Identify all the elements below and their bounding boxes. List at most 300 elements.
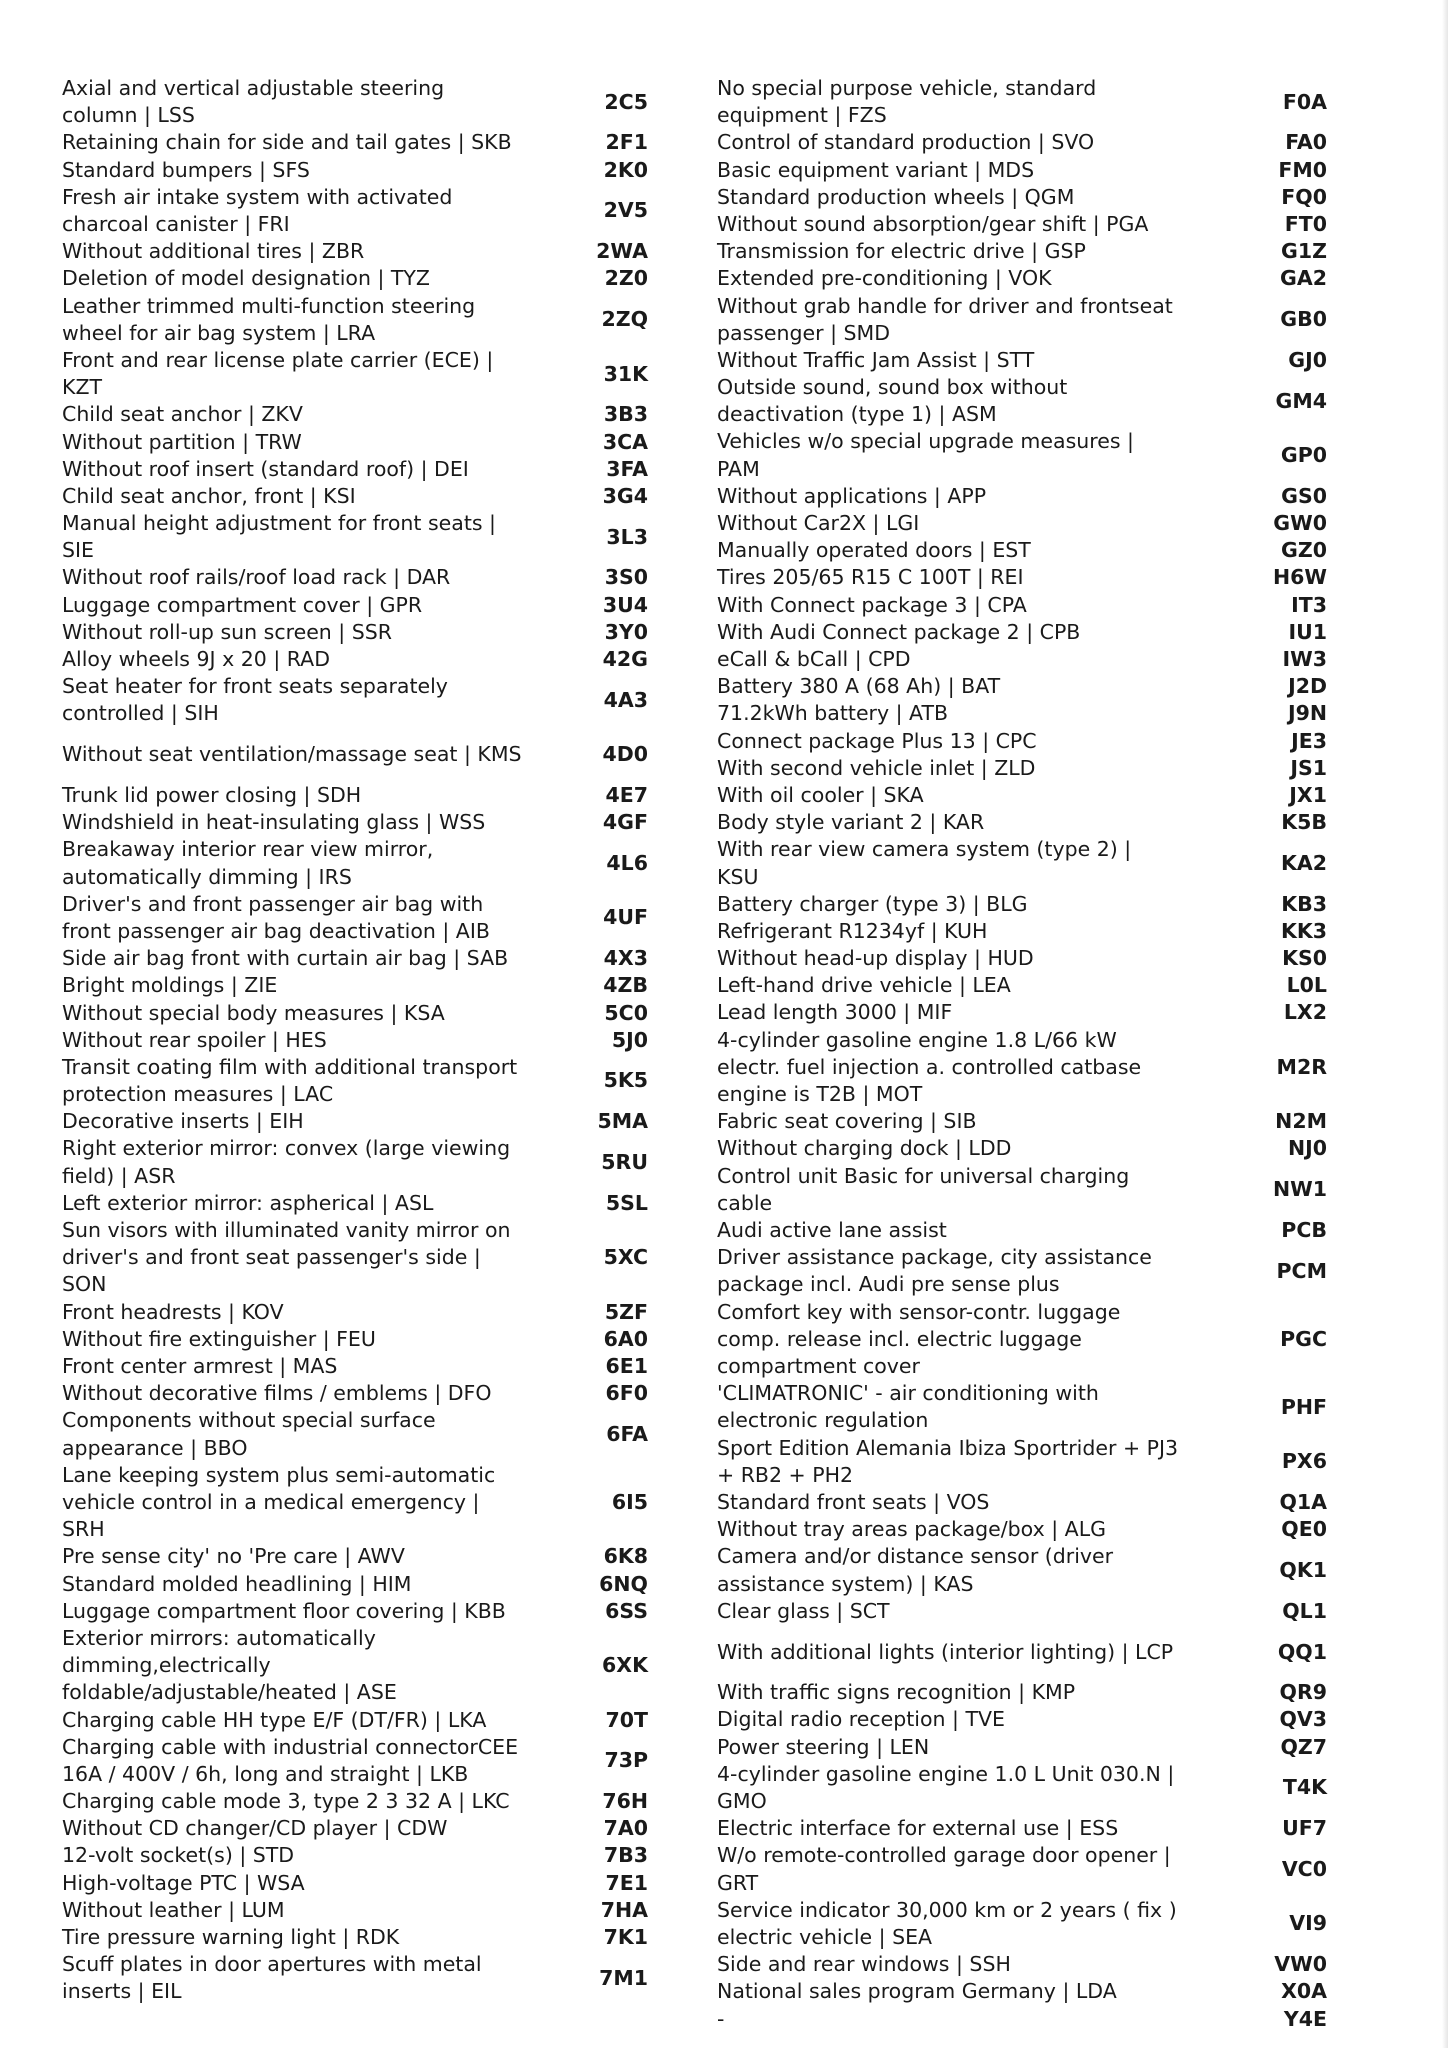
- option-description: Vehicles w/o special upgrade measures | PAM: [717, 429, 1134, 481]
- option-code: FM0: [1278, 157, 1327, 182]
- option-description: Fresh air intake system with activated charcoal canister | FRI: [62, 184, 453, 236]
- option-code: 5MA: [597, 1109, 648, 1134]
- right-option-row: [717, 945, 1347, 972]
- left-option-row: [62, 75, 692, 129]
- right-option-row: [717, 1299, 1347, 1381]
- option-code: H6W: [1272, 565, 1327, 590]
- option-description: Luggage compartment cover | GPR: [62, 592, 423, 617]
- left-option-row: [62, 1625, 692, 1707]
- option-code: X0A: [1281, 1979, 1327, 2004]
- right-option-row: [717, 755, 1347, 782]
- option-code: GJ0: [1288, 347, 1327, 372]
- left-option-row: [62, 646, 692, 673]
- option-code: 4ZB: [603, 973, 648, 998]
- option-description: With traffic signs recognition | KMP: [717, 1680, 1076, 1705]
- option-description: Right exterior mirror: convex (large viewing field) | ASR: [62, 1136, 511, 1188]
- right-option-row: [717, 891, 1347, 918]
- option-description: Axial and vertical adjustable steering column | LSS: [62, 76, 445, 128]
- option-code: NJ0: [1287, 1136, 1327, 1161]
- option-code: 6XK: [602, 1653, 648, 1678]
- option-code: GP0: [1280, 443, 1327, 468]
- right-option-row: [717, 537, 1347, 564]
- option-description: Child seat anchor, front | KSI: [62, 483, 356, 508]
- right-option-row: [717, 1734, 1347, 1761]
- option-code: 7E1: [605, 1870, 648, 1895]
- option-description: Seat heater for front seats separately controlled | SIH: [62, 674, 448, 726]
- option-description: Left-hand drive vehicle | LEA: [717, 973, 1011, 998]
- option-code: 6E1: [605, 1354, 648, 1379]
- option-code: 5RU: [601, 1150, 648, 1175]
- option-code: N2M: [1275, 1109, 1327, 1134]
- option-description: Side and rear windows | SSH: [717, 1952, 1011, 1977]
- option-description: Battery charger (type 3) | BLG: [717, 891, 1028, 916]
- right-option-row: [717, 1027, 1347, 1109]
- right-option-row: [717, 1380, 1347, 1434]
- option-code: 6NQ: [599, 1571, 648, 1596]
- option-code: PX6: [1281, 1449, 1327, 1474]
- option-description: Pre sense city' no 'Pre care | AWV: [62, 1544, 405, 1569]
- left-option-row: [62, 673, 692, 727]
- option-description: Electric interface for external use | ESS: [717, 1816, 1119, 1841]
- right-option-row: [717, 673, 1347, 700]
- option-description: Without additional tires | ZBR: [62, 239, 365, 264]
- option-code: KK3: [1280, 918, 1327, 943]
- option-description: 4-cylinder gasoline engine 1.0 L Unit 030.N | GMO: [717, 1761, 1175, 1814]
- option-code: FQ0: [1281, 184, 1327, 209]
- right-option-row: [717, 700, 1347, 727]
- left-option-row: [62, 1788, 692, 1815]
- right-option-row: [717, 428, 1347, 482]
- option-description: Without partition | TRW: [62, 429, 302, 454]
- left-option-row: [62, 483, 692, 510]
- left-option-row: [62, 564, 692, 591]
- option-description: Without tray areas package/box | ALG: [717, 1517, 1106, 1542]
- option-code: 6FA: [606, 1421, 648, 1446]
- right-option-row: [717, 1815, 1347, 1842]
- option-code: 6F0: [605, 1381, 648, 1406]
- option-description: -: [717, 2006, 725, 2031]
- left-option-row: [62, 1897, 692, 1924]
- left-option-row: [62, 972, 692, 999]
- right-column: [717, 75, 1347, 2033]
- right-option-row: [717, 211, 1347, 238]
- right-option-row: [717, 1135, 1347, 1162]
- left-option-row: [62, 401, 692, 428]
- option-description: With Audi Connect package 2 | CPB: [717, 619, 1081, 644]
- right-option-row: [717, 374, 1347, 428]
- option-description: Child seat anchor | ZKV: [62, 402, 303, 427]
- option-description: Front center armrest | MAS: [62, 1354, 338, 1379]
- option-description: Transmission for electric drive | GSP: [717, 239, 1086, 264]
- option-code: 5SL: [605, 1190, 648, 1215]
- option-code: QE0: [1281, 1517, 1327, 1542]
- option-description: Side air bag front with curtain air bag | SAB: [62, 946, 509, 971]
- option-description: Charging cable HH type E/F (DT/FR) | LKA: [62, 1707, 487, 1732]
- right-option-row: [717, 1516, 1347, 1543]
- right-option-row: [717, 999, 1347, 1026]
- option-description: Left exterior mirror: aspherical | ASL: [62, 1190, 434, 1215]
- right-option-row: [717, 782, 1347, 809]
- option-description: Without charging dock | LDD: [717, 1136, 1012, 1161]
- option-description: With oil cooler | SKA: [717, 782, 924, 807]
- option-code: L0L: [1286, 973, 1327, 998]
- right-option-row: [717, 646, 1347, 673]
- option-description: Tire pressure warning light | RDK: [62, 1925, 400, 1950]
- right-option-row: [717, 1108, 1347, 1135]
- left-option-row: [62, 1353, 692, 1380]
- option-description: Driver's and front passenger air bag with front passenger air bag deactivation | AIB: [62, 891, 490, 943]
- option-description: Without seat ventilation/massage seat | KMS: [62, 742, 522, 767]
- option-code: 7A0: [603, 1816, 648, 1841]
- option-code: LX2: [1283, 1000, 1327, 1025]
- option-description: With additional lights (interior lighting) | LCP: [717, 1639, 1174, 1664]
- option-description: eCall & bCall | CPD: [717, 647, 911, 671]
- right-option-row: [717, 510, 1347, 537]
- option-description: Without Car2X | LGI: [717, 511, 920, 536]
- left-option-row: [62, 782, 692, 809]
- left-option-row: [62, 1108, 692, 1135]
- option-description: Camera and/or distance sensor (driver assistance system) | KAS: [717, 1544, 1114, 1596]
- option-code: QV3: [1279, 1707, 1327, 1732]
- left-option-row: [62, 1380, 692, 1407]
- option-description: Charging cable mode 3, type 2 3 32 A | LKC: [62, 1789, 510, 1814]
- option-description: Driver assistance package, city assistance package incl. Audi pre sense plus: [717, 1245, 1152, 1297]
- option-description: High-voltage PTC | WSA: [62, 1870, 305, 1895]
- option-code: PCM: [1276, 1258, 1327, 1283]
- left-option-row: [62, 1299, 692, 1326]
- left-option-row: [62, 184, 692, 238]
- option-code: 7HA: [600, 1897, 648, 1922]
- option-code: 76H: [602, 1789, 648, 1814]
- left-column: [62, 75, 692, 2006]
- right-option-row: [717, 918, 1347, 945]
- option-code: 7M1: [599, 1965, 648, 1990]
- option-code: J2D: [1288, 674, 1327, 699]
- option-description: Basic equipment variant | MDS: [717, 157, 1035, 182]
- option-description: Without special body measures | KSA: [62, 1000, 445, 1025]
- option-description: Clear glass | SCT: [717, 1598, 890, 1623]
- option-description: Breakaway interior rear view mirror, automatically dimming | IRS: [62, 837, 434, 889]
- option-description: Standard molded headlining | HIM: [62, 1571, 412, 1596]
- option-description: Extended pre-conditioning | VOK: [717, 266, 1052, 291]
- right-option-row: [717, 836, 1347, 890]
- option-description: Without roof insert (standard roof) | DEI: [62, 456, 469, 481]
- left-option-row: [62, 619, 692, 646]
- option-code: QK1: [1279, 1557, 1327, 1582]
- option-description: Windshield in heat-insulating glass | WSS: [62, 810, 486, 835]
- right-option-row: [717, 1679, 1347, 1706]
- right-option-row: [717, 1543, 1347, 1597]
- option-code: 73P: [604, 1748, 648, 1773]
- option-description: Control unit Basic for universal charging cable: [717, 1163, 1130, 1215]
- option-code: 4L6: [606, 850, 648, 875]
- left-option-row: [62, 1407, 692, 1461]
- option-code: 6I5: [611, 1489, 648, 1514]
- option-description: 4-cylinder gasoline engine 1.8 L/66 kW electr. fuel injection a. controlled catbase engine is T2B | MOT: [717, 1027, 1142, 1107]
- option-code: 4A3: [603, 687, 648, 712]
- option-description: W/o remote-controlled garage door opener | GRT: [717, 1843, 1171, 1895]
- option-description: Digital radio reception | TVE: [717, 1707, 1005, 1732]
- option-code: 5K5: [603, 1068, 648, 1093]
- option-description: Front and rear license plate carrier (ECE) | KZT: [62, 347, 494, 400]
- left-option-row: [62, 1027, 692, 1054]
- option-code: 7B3: [603, 1843, 648, 1868]
- option-code: KA2: [1280, 850, 1327, 875]
- option-description: Control of standard production | SVO: [717, 130, 1095, 155]
- right-option-row: [717, 1951, 1347, 1978]
- left-option-row: [62, 1000, 692, 1027]
- option-code: GS0: [1281, 483, 1327, 508]
- option-code: 4UF: [603, 905, 648, 930]
- option-description: Front headrests | KOV: [62, 1299, 284, 1324]
- option-code: 42G: [602, 647, 648, 672]
- option-code: 4X3: [603, 946, 648, 971]
- option-description: Alloy wheels 9J x 20 | RAD: [62, 647, 330, 672]
- option-code: T4K: [1282, 1775, 1327, 1800]
- option-description: Fabric seat covering | SIB: [717, 1109, 977, 1134]
- option-description: Lead length 3000 | MIF: [717, 1000, 953, 1025]
- option-description: Retaining chain for side and tail gates | SKB: [62, 130, 512, 155]
- left-option-row: [62, 1217, 692, 1299]
- left-option-row: [62, 238, 692, 265]
- right-option-row: [717, 1163, 1347, 1217]
- option-description: Sun visors with illuminated vanity mirror on driver's and front seat passenger's side | SON: [62, 1218, 511, 1297]
- option-code: JX1: [1289, 782, 1327, 807]
- option-code: GW0: [1273, 511, 1327, 536]
- left-option-row: [62, 1924, 692, 1951]
- option-code: G1Z: [1281, 239, 1327, 264]
- option-code: 5XC: [603, 1245, 648, 1270]
- left-option-row: [62, 1462, 692, 1544]
- option-description: 'CLIMATRONIC' - air conditioning with electronic regulation: [717, 1381, 1099, 1433]
- left-option-row: [62, 728, 692, 782]
- right-option-row: [717, 157, 1347, 184]
- option-code: 3Y0: [604, 619, 648, 644]
- option-description: Body style variant 2 | KAR: [717, 810, 985, 835]
- left-option-row: [62, 1951, 692, 2005]
- option-code: 7K1: [603, 1925, 648, 1950]
- left-option-row: [62, 157, 692, 184]
- right-option-row: [717, 1217, 1347, 1244]
- option-description: Scuff plates in door apertures with metal inserts | EIL: [62, 1952, 482, 2004]
- option-code: 6A0: [603, 1326, 648, 1351]
- option-description: Service indicator 30,000 km or 2 years ( fix ) electric vehicle | SEA: [717, 1897, 1177, 1950]
- left-option-row: [62, 891, 692, 945]
- option-code: 2F1: [605, 130, 648, 155]
- option-code: GB0: [1280, 307, 1327, 332]
- right-option-row: [717, 293, 1347, 347]
- option-code: J9N: [1287, 701, 1327, 726]
- option-code: 2Z0: [604, 266, 648, 291]
- option-code: GA2: [1280, 266, 1327, 291]
- left-option-row: [62, 510, 692, 564]
- option-description: Refrigerant R1234yf | KUH: [717, 918, 988, 943]
- option-code: QR9: [1279, 1680, 1327, 1705]
- left-option-row: [62, 836, 692, 890]
- left-option-row: [62, 1190, 692, 1217]
- option-description: National sales program Germany | LDA: [717, 1979, 1117, 2004]
- option-description: Bright moldings | ZIE: [62, 973, 278, 998]
- option-description: Charging cable with industrial connectorCEE 16A / 400V / 6h, long and straight | LKB: [62, 1734, 519, 1786]
- option-description: Trunk lid power closing | SDH: [62, 782, 362, 807]
- option-code: GM4: [1275, 388, 1327, 413]
- option-description: Audi active lane assist: [717, 1218, 947, 1242]
- right-option-row: [717, 1435, 1347, 1489]
- option-code: 2C5: [604, 89, 648, 114]
- option-code: VC0: [1281, 1857, 1327, 1882]
- option-description: Without Traffic Jam Assist | STT: [717, 347, 1035, 372]
- option-code: JE3: [1291, 728, 1327, 753]
- option-description: Power steering | LEN: [717, 1734, 930, 1759]
- left-option-row: [62, 1571, 692, 1598]
- option-code: 70T: [605, 1707, 648, 1732]
- option-description: Standard front seats | VOS: [717, 1489, 990, 1514]
- option-description: Without roll-up sun screen | SSR: [62, 619, 393, 644]
- right-option-row: [717, 809, 1347, 836]
- option-code: 4GF: [602, 810, 648, 835]
- option-description: Outside sound, sound box without deactivation (type 1) | ASM: [717, 375, 1068, 427]
- right-option-row: [717, 564, 1347, 591]
- right-option-row: [717, 2006, 1347, 2033]
- left-option-row: [62, 1054, 692, 1108]
- option-description: 71.2kWh battery | ATB: [717, 701, 949, 726]
- option-code: Y4E: [1283, 2006, 1327, 2031]
- option-description: Without rear spoiler | HES: [62, 1027, 327, 1052]
- option-description: Without head-up display | HUD: [717, 946, 1034, 971]
- option-code: 5ZF: [604, 1299, 648, 1324]
- option-description: Tires 205/65 R15 C 100T | REI: [717, 565, 1024, 590]
- option-description: Standard production wheels | QGM: [717, 184, 1075, 209]
- right-option-row: [717, 1244, 1347, 1298]
- right-option-row: [717, 1706, 1347, 1733]
- left-option-row: [62, 293, 692, 347]
- option-code: 2K0: [603, 157, 648, 182]
- right-option-row: [717, 347, 1347, 374]
- right-option-row: [717, 265, 1347, 292]
- option-code: 3U4: [602, 592, 648, 617]
- option-code: PGC: [1280, 1326, 1327, 1351]
- right-option-row: [717, 238, 1347, 265]
- option-description: Sport Edition Alemania Ibiza Sportrider + PJ3 + RB2 + PH2: [717, 1435, 1179, 1487]
- option-code: FA0: [1285, 130, 1327, 155]
- right-option-row: [717, 1897, 1347, 1951]
- option-description: Comfort key with sensor-contr. luggage comp. release incl. electric luggage compartment cover: [717, 1299, 1121, 1378]
- option-description: Without applications | APP: [717, 483, 987, 508]
- left-option-row: [62, 1598, 692, 1625]
- option-code: IW3: [1282, 647, 1327, 671]
- option-code: M2R: [1276, 1054, 1327, 1079]
- option-code: 3S0: [604, 565, 648, 590]
- left-option-row: [62, 592, 692, 619]
- option-code: PCB: [1281, 1218, 1327, 1242]
- right-option-row: [717, 1598, 1347, 1625]
- option-description: Luggage compartment floor covering | KBB: [62, 1598, 506, 1623]
- option-description: Without CD changer/CD player | CDW: [62, 1816, 448, 1841]
- option-description: Without roof rails/roof load rack | DAR: [62, 565, 451, 590]
- option-description: Standard bumpers | SFS: [62, 157, 310, 182]
- option-code: 3CA: [602, 429, 648, 454]
- left-option-row: [62, 1707, 692, 1734]
- option-code: 3B3: [603, 402, 648, 427]
- option-description: Leather trimmed multi-function steering wheel for air bag system | LRA: [62, 293, 476, 345]
- option-code: 3G4: [602, 483, 648, 508]
- option-code: GZ0: [1281, 538, 1327, 563]
- option-code: UF7: [1282, 1816, 1327, 1841]
- option-code: Q1A: [1279, 1489, 1327, 1514]
- option-code: 2WA: [596, 239, 648, 264]
- left-option-row: [62, 809, 692, 836]
- option-description: Connect package Plus 13 | CPC: [717, 728, 1037, 753]
- option-code: K5B: [1281, 810, 1327, 835]
- option-code: KB3: [1281, 891, 1327, 916]
- left-option-row: [62, 1734, 692, 1788]
- option-code: 5J0: [611, 1027, 648, 1052]
- option-code: JS1: [1290, 755, 1327, 780]
- right-option-row: [717, 129, 1347, 156]
- left-option-row: [62, 1543, 692, 1570]
- left-option-row: [62, 265, 692, 292]
- right-option-row: [717, 972, 1347, 999]
- right-option-row: [717, 619, 1347, 646]
- option-code: 4D0: [602, 742, 648, 767]
- option-code: 5C0: [604, 1000, 648, 1025]
- option-code: IU1: [1288, 619, 1327, 644]
- option-description: Decorative inserts | EIH: [62, 1109, 304, 1134]
- option-code: KS0: [1282, 946, 1327, 971]
- option-code: PHF: [1280, 1394, 1327, 1419]
- option-code: 31K: [603, 361, 648, 386]
- right-option-row: [717, 1489, 1347, 1516]
- option-description: Lane keeping system plus semi-automatic vehicle control in a medical emergency | SRH: [62, 1462, 496, 1542]
- option-code: IT3: [1291, 592, 1327, 617]
- option-description: Without grab handle for driver and frontseat passenger | SMD: [717, 293, 1173, 345]
- right-option-row: [717, 1842, 1347, 1896]
- option-code: VW0: [1274, 1952, 1327, 1977]
- option-description: Without sound absorption/gear shift | PGA: [717, 211, 1149, 236]
- option-description: Manual height adjustment for front seats | SIE: [62, 511, 496, 563]
- option-description: No special purpose vehicle, standard equipment | FZS: [717, 76, 1097, 128]
- option-description: Transit coating film with additional transport protection measures | LAC: [62, 1054, 518, 1107]
- option-code: FT0: [1284, 211, 1327, 236]
- option-description: Without decorative films / emblems | DFO: [62, 1381, 492, 1406]
- right-option-row: [717, 483, 1347, 510]
- option-description: Battery 380 A (68 Ah) | BAT: [717, 674, 1001, 699]
- option-code: F0A: [1282, 89, 1327, 114]
- left-option-row: [62, 1326, 692, 1353]
- left-option-row: [62, 429, 692, 456]
- option-description: Deletion of model designation | TYZ: [62, 266, 430, 291]
- option-code: 2V5: [603, 198, 648, 223]
- scan-edge: [1442, 0, 1448, 2048]
- option-code: 3L3: [606, 524, 648, 549]
- option-description: Exterior mirrors: automatically dimming,electrically foldable/adjustable/heated | ASE: [62, 1625, 397, 1705]
- option-description: Components without special surface appearance | BBO: [62, 1408, 436, 1460]
- option-code: 6K8: [603, 1544, 648, 1569]
- option-code: QZ7: [1280, 1734, 1327, 1759]
- left-option-row: [62, 456, 692, 483]
- right-option-row: [717, 1761, 1347, 1815]
- right-option-row: [717, 1978, 1347, 2005]
- option-code: 4E7: [605, 782, 648, 807]
- left-option-row: [62, 945, 692, 972]
- option-description: Without fire extinguisher | FEU: [62, 1326, 376, 1351]
- left-option-row: [62, 1815, 692, 1842]
- right-option-row: [717, 75, 1347, 129]
- option-code: QL1: [1282, 1598, 1327, 1623]
- left-option-row: [62, 1842, 692, 1869]
- left-option-row: [62, 1870, 692, 1897]
- option-code: 2ZQ: [601, 307, 648, 332]
